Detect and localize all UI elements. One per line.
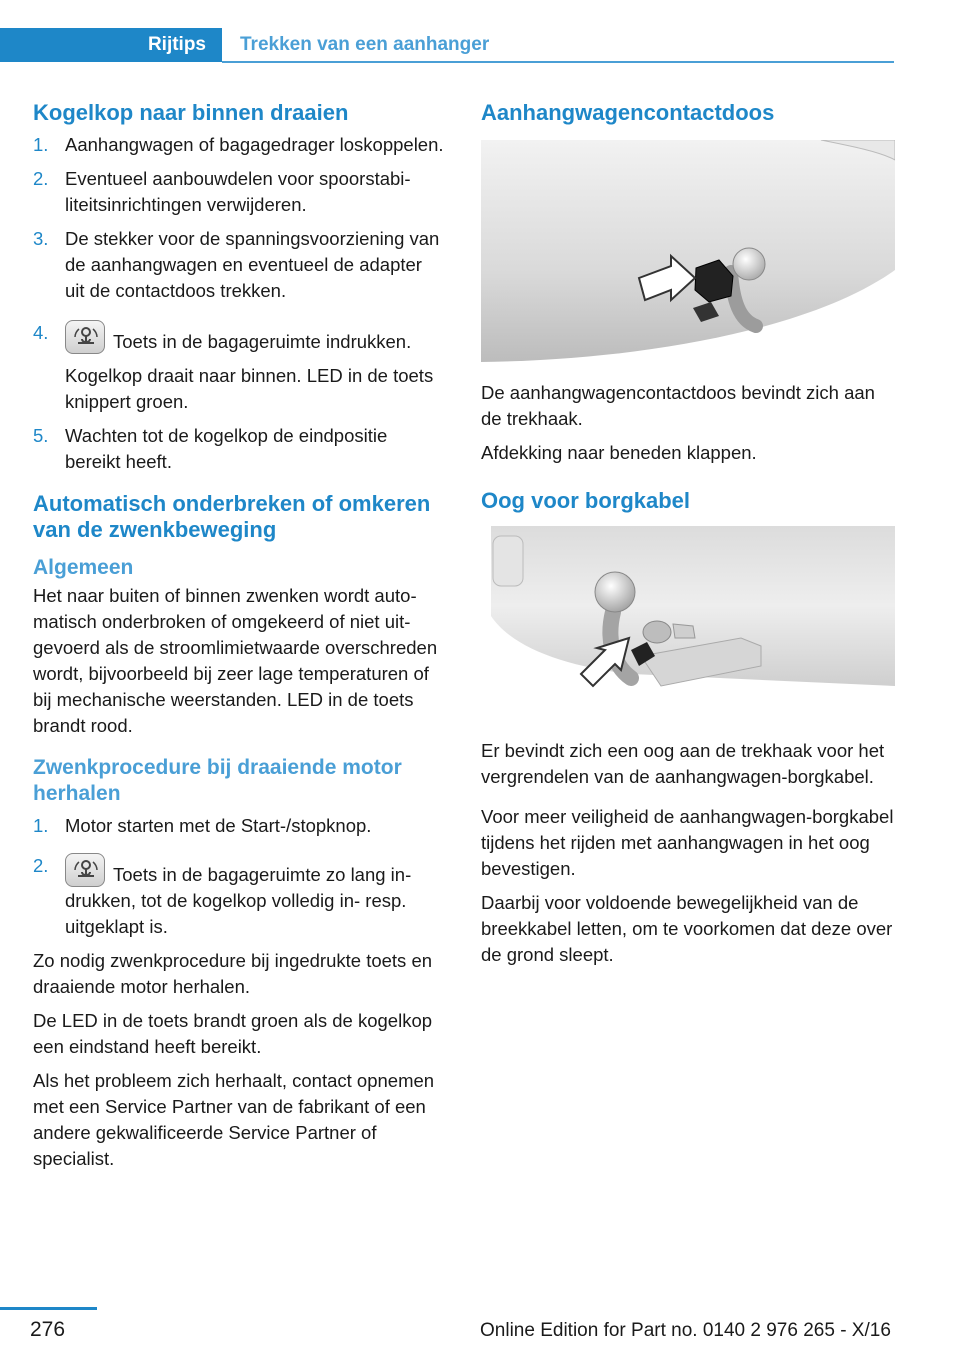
heading-oog: Oog voor borgkabel xyxy=(481,488,691,513)
step-number: 3. xyxy=(33,228,49,249)
paragraph-2: De LED in de toets brandt groen als de kogelkop een eindstand heeft bereikt. xyxy=(33,1010,433,1057)
paragraph-3: Als het probleem zich herhaalt, contact opnemen met een Service Partner van de fabrikant of een andere gekwalificeerde Service Partner of specialist. xyxy=(33,1070,435,1169)
heading-zwenkprocedure: Zwenkprocedure bij draaiende motor herhalen xyxy=(33,756,402,805)
step-text: Motor starten met de Start-/stopknop. xyxy=(65,815,372,836)
step-number: 4. xyxy=(33,322,49,343)
header-title: Trekken van een aanhanger xyxy=(240,34,490,55)
step-text: Eventueel aanbouwdelen voor spoorstabiliteitsinrichtingen verwijderen. xyxy=(65,168,411,215)
heading-contactdoos: Aanhangwagencontactdoos xyxy=(481,100,775,125)
steps-list-1 xyxy=(33,132,445,475)
step-number: 5. xyxy=(33,425,49,446)
list-item xyxy=(33,320,445,415)
step-text: De stekker voor de spanningsvoorziening van de aanhangwagen en eventueel de adapter uit de contactdoos trekken. xyxy=(65,228,440,301)
step-number: 1. xyxy=(33,134,49,155)
step-subtext: Kogelkop draait naar binnen. LED in de toets knippert groen. xyxy=(65,365,434,412)
heading-algemeen: Algemeen xyxy=(33,556,134,579)
paragraph-contact-2: Afdekking naar beneden klappen. xyxy=(481,442,757,463)
list-item xyxy=(33,853,445,940)
step-number: 2. xyxy=(33,168,49,189)
page-number: 276 xyxy=(30,1318,66,1341)
step-text-wrap xyxy=(65,853,445,940)
tow-hitch-button-icon xyxy=(65,320,105,354)
tow-hitch-button-icon xyxy=(65,853,105,887)
list-item xyxy=(33,166,445,218)
heading-automatisch: Automatisch onderbreken of omkeren van de zwenkbeweging xyxy=(33,491,431,542)
header-rule xyxy=(222,61,894,63)
paragraph-algemeen: Het naar buiten of binnen zwenken wordt automatisch onderbroken of omgekeerd of niet uitgevoerd als de stroomlimietwaarde overschreden wordt, bijvoorbeeld bij zeer lage temperaturen of bij mechanische weerstanden. LED in de toets brandt rood. xyxy=(33,585,438,736)
paragraph-oog-2: Voor meer veiligheid de aanhangwagen-borgkabel tijdens het rijden met aanhangwagen in het oog bevestigen. xyxy=(481,806,894,879)
paragraph-contact-1: De aanhangwagencontactdoos bevindt zich aan de trekhaak. xyxy=(481,382,875,429)
step-number: 1. xyxy=(33,815,49,836)
trailer-socket-illustration xyxy=(481,140,895,362)
step-text: Toets in de bagageruimte indrukken. xyxy=(113,331,412,352)
step-number: 2. xyxy=(33,855,49,876)
list-item xyxy=(33,226,445,304)
step-text: Toets in de bagageruimte zo lang indrukken, tot de kogelkop volledig in- resp. uitgeklapt is. xyxy=(65,864,412,937)
footer-rule xyxy=(0,1307,97,1310)
paragraph-oog-3: Daarbij voor voldoende bewegelijkheid van de breekkabel letten, om te voorkomen dat deze over de grond sleept. xyxy=(481,892,893,965)
step-text-wrap xyxy=(65,320,445,415)
list-item xyxy=(33,813,445,839)
steps-list-2 xyxy=(33,813,445,940)
list-item xyxy=(33,423,445,475)
header-section-tab: Rijtips xyxy=(0,28,222,62)
list-item xyxy=(33,132,445,158)
step-text: Aanhangwagen of bagagedrager loskoppelen. xyxy=(65,134,444,155)
edition-text: Online Edition for Part no. 0140 2 976 265 - X/16 xyxy=(480,1320,891,1341)
step-text: Wachten tot de kogelkop de eindpositie bereikt heeft. xyxy=(65,425,388,472)
left-column xyxy=(33,100,445,1180)
safety-cable-eye-illustration xyxy=(481,526,895,718)
paragraph-1: Zo nodig zwenkprocedure bij ingedrukte toets en draaiende motor herhalen. xyxy=(33,950,433,997)
right-column xyxy=(481,100,895,976)
heading-kogelkop: Kogelkop naar binnen draaien xyxy=(33,100,349,125)
paragraph-oog-1: Er bevindt zich een oog aan de trekhaak voor het vergrendelen van de aanhangwagen-borgkabel. xyxy=(481,740,885,787)
